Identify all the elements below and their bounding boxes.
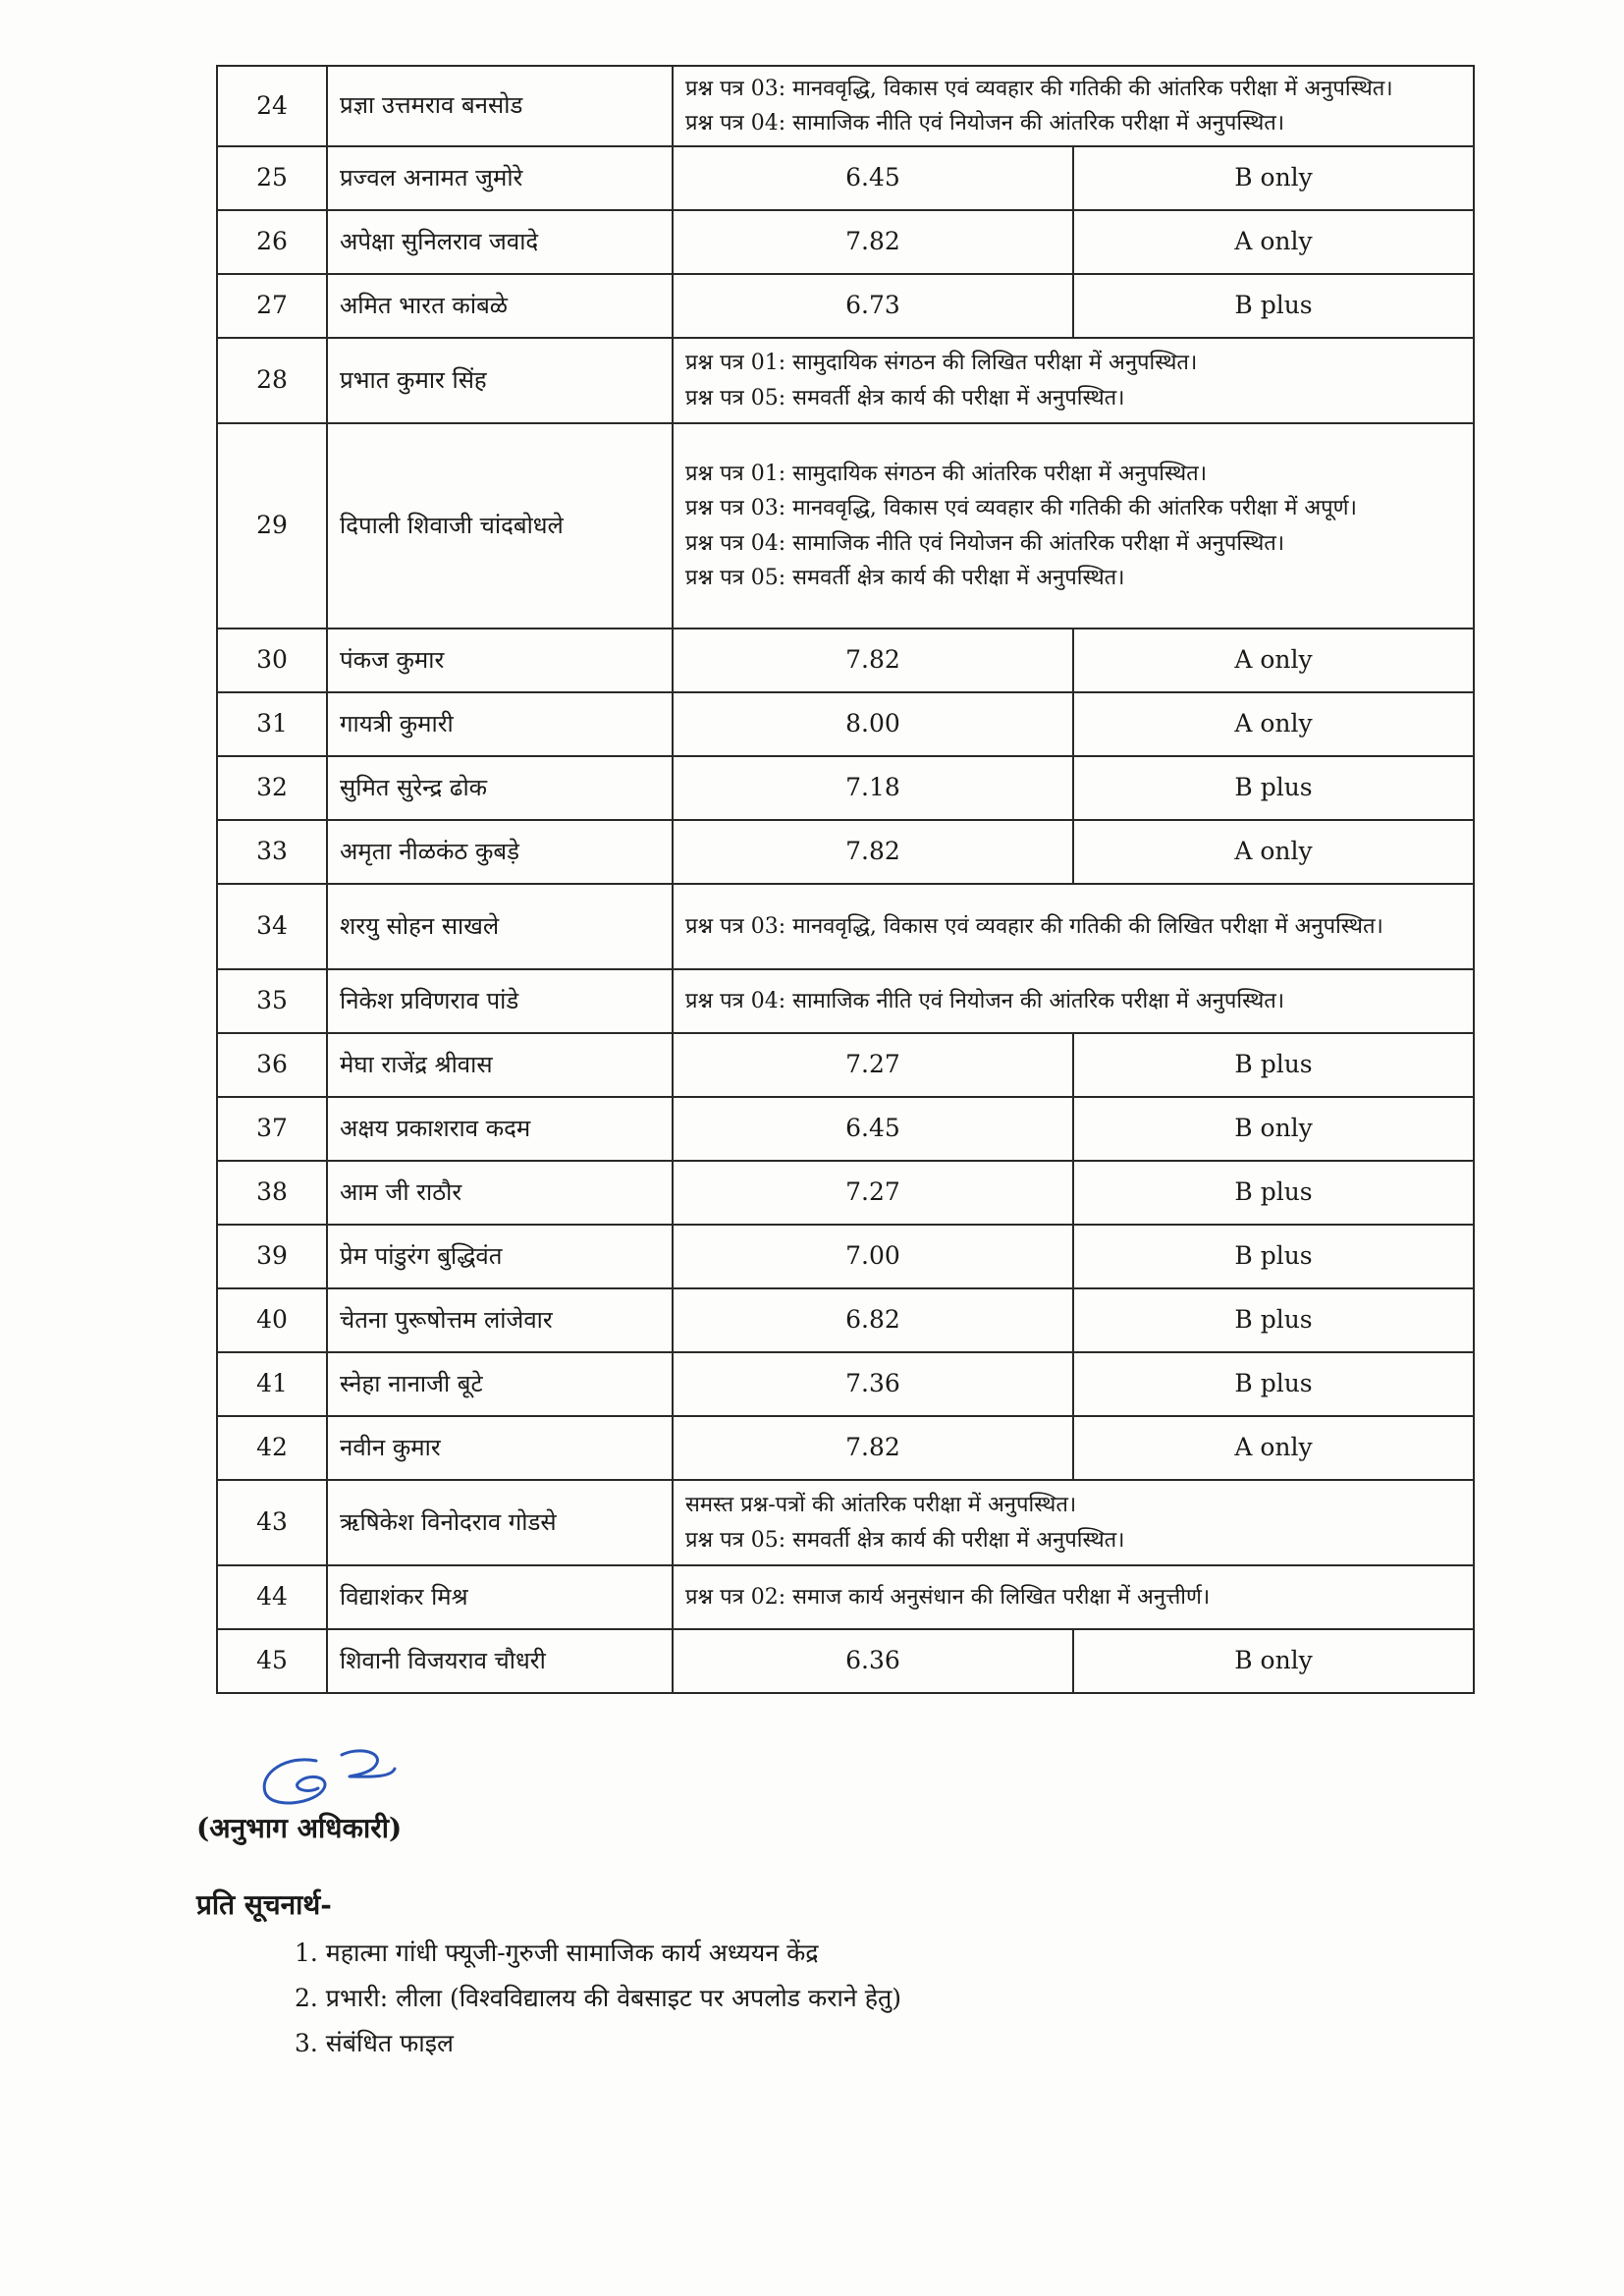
serial-number-cell: 31 xyxy=(217,692,327,756)
table-row xyxy=(217,66,1474,146)
cgpa-cell: 6.45 xyxy=(673,146,1073,210)
table-row xyxy=(217,146,1474,210)
student-name-cell: मेघा राजेंद्र श्रीवास xyxy=(327,1033,673,1097)
grade-cell: B plus xyxy=(1073,1288,1474,1352)
grade-cell: B plus xyxy=(1073,274,1474,338)
serial-number-cell: 37 xyxy=(217,1097,327,1161)
table-row xyxy=(217,1629,1474,1693)
cgpa-cell: 7.82 xyxy=(673,1416,1073,1480)
table-row xyxy=(217,1480,1474,1565)
cgpa-cell: 7.27 xyxy=(673,1161,1073,1225)
signature xyxy=(247,1733,444,1812)
cgpa-cell: 7.82 xyxy=(673,210,1073,274)
serial-number-cell: 25 xyxy=(217,146,327,210)
table-row xyxy=(217,756,1474,820)
serial-number-cell: 33 xyxy=(217,820,327,884)
table-row xyxy=(217,629,1474,692)
cgpa-cell: 7.27 xyxy=(673,1033,1073,1097)
table-row xyxy=(217,1033,1474,1097)
remarks-cell xyxy=(673,1565,1474,1629)
cgpa-cell: 7.82 xyxy=(673,629,1073,692)
table-row xyxy=(217,692,1474,756)
table-row xyxy=(217,210,1474,274)
remark-line: समस्त प्रश्न-पत्रों की आंतरिक परीक्षा में अनुपस्थित। xyxy=(685,1493,1077,1518)
table-row xyxy=(217,1097,1474,1161)
remarks-cell xyxy=(673,423,1474,629)
serial-number-cell: 43 xyxy=(217,1480,327,1565)
cgpa-cell: 8.00 xyxy=(673,692,1073,756)
serial-number-cell: 45 xyxy=(217,1629,327,1693)
grade-cell: B plus xyxy=(1073,1161,1474,1225)
serial-number-cell: 38 xyxy=(217,1161,327,1225)
table-row xyxy=(217,1416,1474,1480)
student-name-cell: अपेक्षा सुनिलराव जवादे xyxy=(327,210,673,274)
remarks-cell xyxy=(673,1480,1474,1565)
remark-line: प्रश्न पत्र 01: सामुदायिक संगठन की लिखित परीक्षा में अनुपस्थित। xyxy=(685,351,1198,376)
table-row xyxy=(217,1161,1474,1225)
remark-line: प्रश्न पत्र 05: समवर्ती क्षेत्र कार्य की परीक्षा में अनुपस्थित। xyxy=(685,385,1125,410)
table-row xyxy=(217,884,1474,969)
serial-number-cell: 26 xyxy=(217,210,327,274)
table-row xyxy=(217,338,1474,423)
student-name-cell: पंकज कुमार xyxy=(327,629,673,692)
student-name-cell: प्रेम पांडुरंग बुद्धिवंत xyxy=(327,1225,673,1288)
grade-cell: B only xyxy=(1073,1097,1474,1161)
remark-line: प्रश्न पत्र 03: मानववृद्धि, विकास एवं व्यवहार की गतिकी की आंतरिक परीक्षा में अनुपस्थित। xyxy=(685,76,1393,101)
student-name-cell: अमित भारत कांबळे xyxy=(327,274,673,338)
serial-number-cell: 40 xyxy=(217,1288,327,1352)
student-name-cell: आम जी राठौर xyxy=(327,1161,673,1225)
serial-number-cell: 44 xyxy=(217,1565,327,1629)
serial-number-cell: 28 xyxy=(217,338,327,423)
copy-to-item: 3. संबंधित फाइल xyxy=(295,2029,454,2057)
table-row xyxy=(217,1225,1474,1288)
copy-to-heading: प्रति सूचनार्थ- xyxy=(196,1888,332,1921)
cgpa-cell: 7.00 xyxy=(673,1225,1073,1288)
officer-designation: (अनुभाग अधिकारी) xyxy=(196,1812,403,1844)
table-row xyxy=(217,1288,1474,1352)
table-row xyxy=(217,820,1474,884)
remark-line: प्रश्न पत्र 04: सामाजिक नीति एवं नियोजन की आंतरिक परीक्षा में अनुपस्थित। xyxy=(685,111,1285,136)
serial-number-cell: 42 xyxy=(217,1416,327,1480)
remark-line: प्रश्न पत्र 04: सामाजिक नीति एवं नियोजन की आंतरिक परीक्षा में अनुपस्थित। xyxy=(685,988,1285,1013)
remark-line: प्रश्न पत्र 03: मानववृद्धि, विकास एवं व्यवहार की गतिकी की लिखित परीक्षा में अनुपस्थित। xyxy=(685,913,1383,939)
copy-to-item: 2. प्रभारी: लीला (विश्वविद्यालय की वेबसाइट पर अपलोड कराने हेतु) xyxy=(295,1984,902,2012)
student-name-cell: प्रभात कुमार सिंह xyxy=(327,338,673,423)
remark-line: प्रश्न पत्र 02: समाज कार्य अनुसंधान की लिखित परीक्षा में अनुत्तीर्ण। xyxy=(685,1584,1211,1610)
cgpa-cell: 7.18 xyxy=(673,756,1073,820)
grade-cell: A only xyxy=(1073,692,1474,756)
serial-number-cell: 24 xyxy=(217,66,327,146)
student-name-cell: दिपाली शिवाजी चांदबोधले xyxy=(327,423,673,629)
remarks-cell xyxy=(673,884,1474,969)
student-name-cell: शिवानी विजयराव चौधरी xyxy=(327,1629,673,1693)
serial-number-cell: 35 xyxy=(217,969,327,1033)
student-name-cell: अक्षय प्रकाशराव कदम xyxy=(327,1097,673,1161)
grade-cell: B plus xyxy=(1073,1033,1474,1097)
cgpa-cell: 7.82 xyxy=(673,820,1073,884)
serial-number-cell: 32 xyxy=(217,756,327,820)
grade-cell: B plus xyxy=(1073,1225,1474,1288)
remark-line: प्रश्न पत्र 03: मानववृद्धि, विकास एवं व्यवहार की गतिकी की आंतरिक परीक्षा में अपूर्ण। xyxy=(685,496,1357,521)
table-row xyxy=(217,969,1474,1033)
grade-cell: A only xyxy=(1073,629,1474,692)
grade-cell: B plus xyxy=(1073,1352,1474,1416)
table-row xyxy=(217,1565,1474,1629)
cgpa-cell: 7.36 xyxy=(673,1352,1073,1416)
serial-number-cell: 30 xyxy=(217,629,327,692)
remark-line: प्रश्न पत्र 05: समवर्ती क्षेत्र कार्य की परीक्षा में अनुपस्थित। xyxy=(685,1527,1125,1553)
student-name-cell: प्रज्वल अनामत जुमोरे xyxy=(327,146,673,210)
serial-number-cell: 41 xyxy=(217,1352,327,1416)
remarks-cell xyxy=(673,66,1474,146)
remark-line: प्रश्न पत्र 05: समवर्ती क्षेत्र कार्य की परीक्षा में अनुपस्थित। xyxy=(685,565,1125,590)
grade-cell: A only xyxy=(1073,1416,1474,1480)
student-name-cell: नवीन कुमार xyxy=(327,1416,673,1480)
student-name-cell: चेतना पुरूषोत्तम लांजेवार xyxy=(327,1288,673,1352)
results-table-body xyxy=(217,66,1474,1693)
student-name-cell: स्नेहा नानाजी बूटे xyxy=(327,1352,673,1416)
cgpa-cell: 6.36 xyxy=(673,1629,1073,1693)
student-name-cell: निकेश प्रविणराव पांडे xyxy=(327,969,673,1033)
student-name-cell: सुमित सुरेन्द्र ढोक xyxy=(327,756,673,820)
cgpa-cell: 6.73 xyxy=(673,274,1073,338)
student-name-cell: शरयु सोहन साखले xyxy=(327,884,673,969)
remarks-cell xyxy=(673,969,1474,1033)
cgpa-cell: 6.45 xyxy=(673,1097,1073,1161)
serial-number-cell: 36 xyxy=(217,1033,327,1097)
serial-number-cell: 34 xyxy=(217,884,327,969)
remark-line: प्रश्न पत्र 04: सामाजिक नीति एवं नियोजन की आंतरिक परीक्षा में अनुपस्थित। xyxy=(685,530,1285,556)
student-name-cell: विद्याशंकर मिश्र xyxy=(327,1565,673,1629)
student-name-cell: ऋषिकेश विनोदराव गोडसे xyxy=(327,1480,673,1565)
serial-number-cell: 27 xyxy=(217,274,327,338)
student-name-cell: प्रज्ञा उत्तमराव बनसोड xyxy=(327,66,673,146)
grade-cell: B plus xyxy=(1073,756,1474,820)
serial-number-cell: 29 xyxy=(217,423,327,629)
grade-cell: B only xyxy=(1073,146,1474,210)
table-row xyxy=(217,423,1474,629)
copy-to-item: 1. महात्मा गांधी फ्यूजी-गुरुजी सामाजिक कार्य अध्ययन केंद्र xyxy=(295,1939,819,1967)
student-name-cell: गायत्री कुमारी xyxy=(327,692,673,756)
table-row xyxy=(217,274,1474,338)
remark-line: प्रश्न पत्र 01: सामुदायिक संगठन की आंतरिक परीक्षा में अनुपस्थित। xyxy=(685,462,1208,487)
copy-to-list xyxy=(295,1931,901,2066)
table-row xyxy=(217,1352,1474,1416)
grade-cell: B only xyxy=(1073,1629,1474,1693)
cgpa-cell: 6.82 xyxy=(673,1288,1073,1352)
serial-number-cell: 39 xyxy=(217,1225,327,1288)
student-name-cell: अमृता नीळकंठ कुबड़े xyxy=(327,820,673,884)
grade-cell: A only xyxy=(1073,820,1474,884)
grade-cell: A only xyxy=(1073,210,1474,274)
remarks-cell xyxy=(673,338,1474,423)
results-table xyxy=(216,65,1475,1694)
